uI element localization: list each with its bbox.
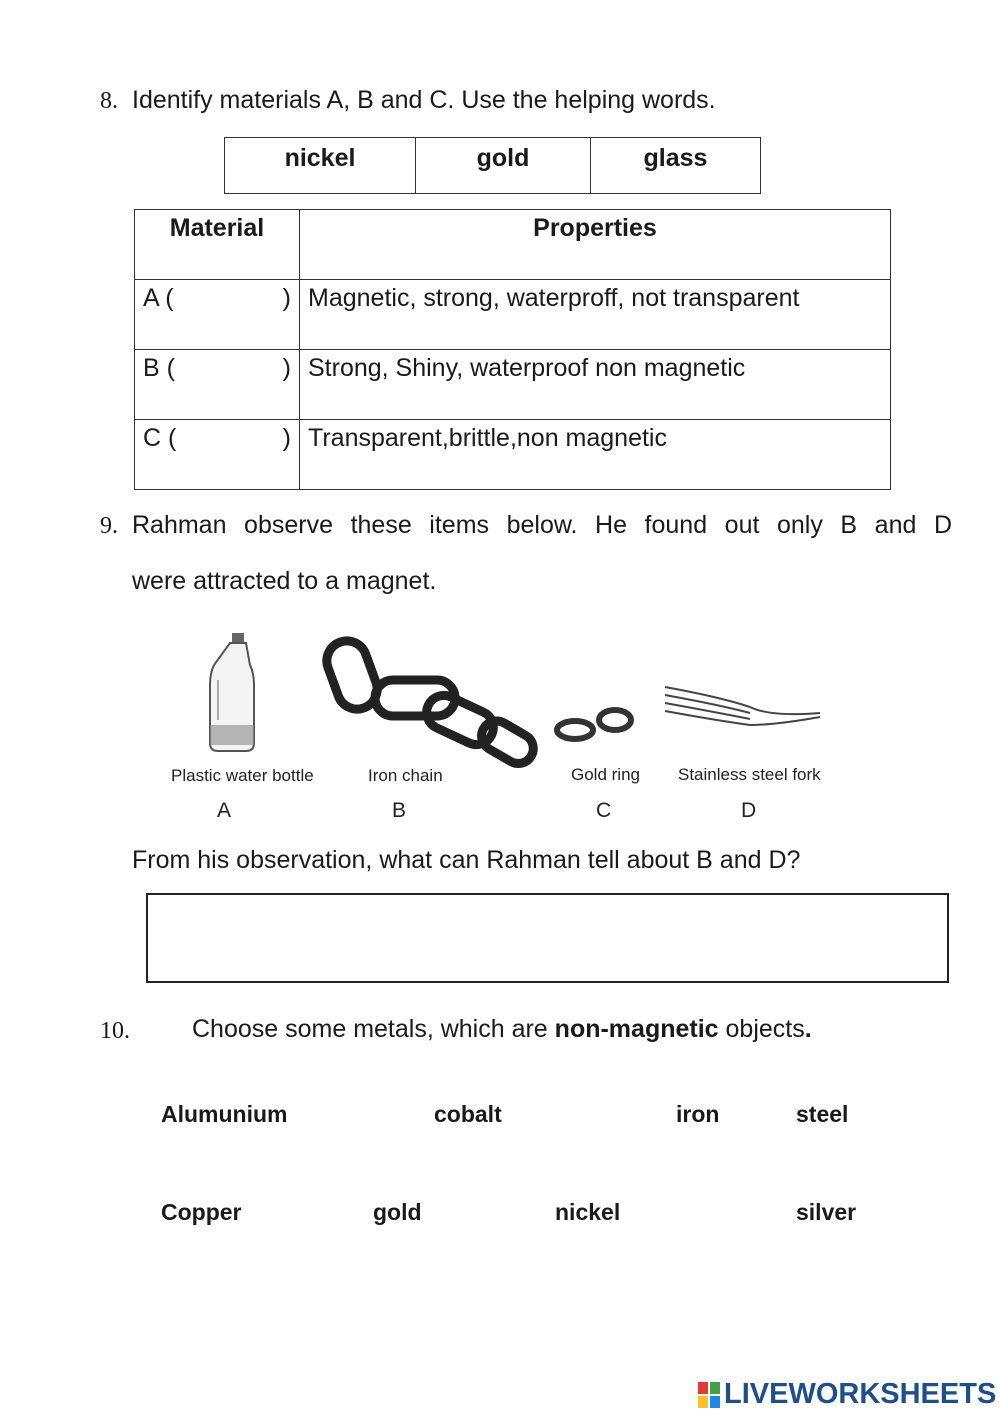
material-c-cell[interactable] [135,420,300,490]
header-properties: Properties [300,210,891,280]
q9-answer-box[interactable] [146,893,949,983]
q10-text-post: objects [718,1015,805,1043]
word-steel[interactable]: steel [796,1101,849,1127]
fork-icon [665,687,820,725]
table-row [135,350,891,420]
material-a-cell[interactable] [135,280,300,350]
item-letter-c: C [596,799,612,822]
word-alumunium[interactable]: Alumunium [161,1101,288,1127]
material-b-cell[interactable] [135,350,300,420]
header-material: Material [135,210,300,280]
item-letter-a: A [217,799,232,822]
properties-b: Strong, Shiny, waterproof non magnetic [300,350,891,420]
material-b-close: ) [282,354,291,382]
material-c-close: ) [282,424,291,452]
liveworksheets-icon [698,1382,720,1408]
word-cobalt[interactable]: cobalt [434,1101,502,1127]
item-label-c: Gold ring [571,765,640,784]
q10-text-bold: non-magnetic [554,1015,719,1043]
q8-text: Identify materials A, B and C. Use the helping words. [132,86,716,114]
helping-words-table [224,137,761,194]
q10-text [192,1015,812,1044]
helping-word-glass: glass [591,138,761,194]
brand-name: LIVEWORKSHEETS [724,1378,997,1410]
word-silver[interactable]: silver [796,1199,857,1225]
bottle-icon [210,633,254,751]
items-illustration [160,625,840,825]
q9-text-line1: Rahman observe these items below. He found out only B and D [132,511,952,539]
material-a-close: ) [282,284,291,312]
word-iron[interactable]: iron [676,1101,720,1127]
table-row [135,280,891,350]
q8-number: 8. [100,88,118,114]
brand-logo [698,1378,996,1411]
ring-icon [557,710,631,739]
word-copper[interactable]: Copper [161,1199,242,1225]
item-label-b: Iron chain [368,766,443,785]
table-row [135,420,891,490]
q9-text-line2: were attracted to a magnet. [132,567,437,595]
item-label-d: Stainless steel fork [678,765,821,784]
material-c-label: C ( [143,424,177,452]
q10-number: 10. [100,1018,130,1044]
chain-icon [321,635,539,769]
q9-number: 9. [100,513,118,539]
q10-period: . [804,1015,812,1043]
item-label-a: Plastic water bottle [171,766,314,785]
properties-c: Transparent,brittle,non magnetic [300,420,891,490]
helping-word-nickel: nickel [225,138,416,194]
item-letter-b: B [392,799,407,822]
word-gold[interactable]: gold [373,1199,422,1225]
material-a-label: A ( [143,284,174,312]
material-b-label: B ( [143,354,175,382]
item-letter-d: D [741,799,757,822]
word-nickel[interactable]: nickel [555,1199,621,1225]
materials-table [134,209,891,490]
properties-a: Magnetic, strong, waterproff, not transparent [300,280,891,350]
helping-word-gold: gold [416,138,591,194]
q9-question: From his observation, what can Rahman tell about B and D? [132,846,801,874]
q10-text-pre: Choose some metals, which are [192,1015,555,1043]
